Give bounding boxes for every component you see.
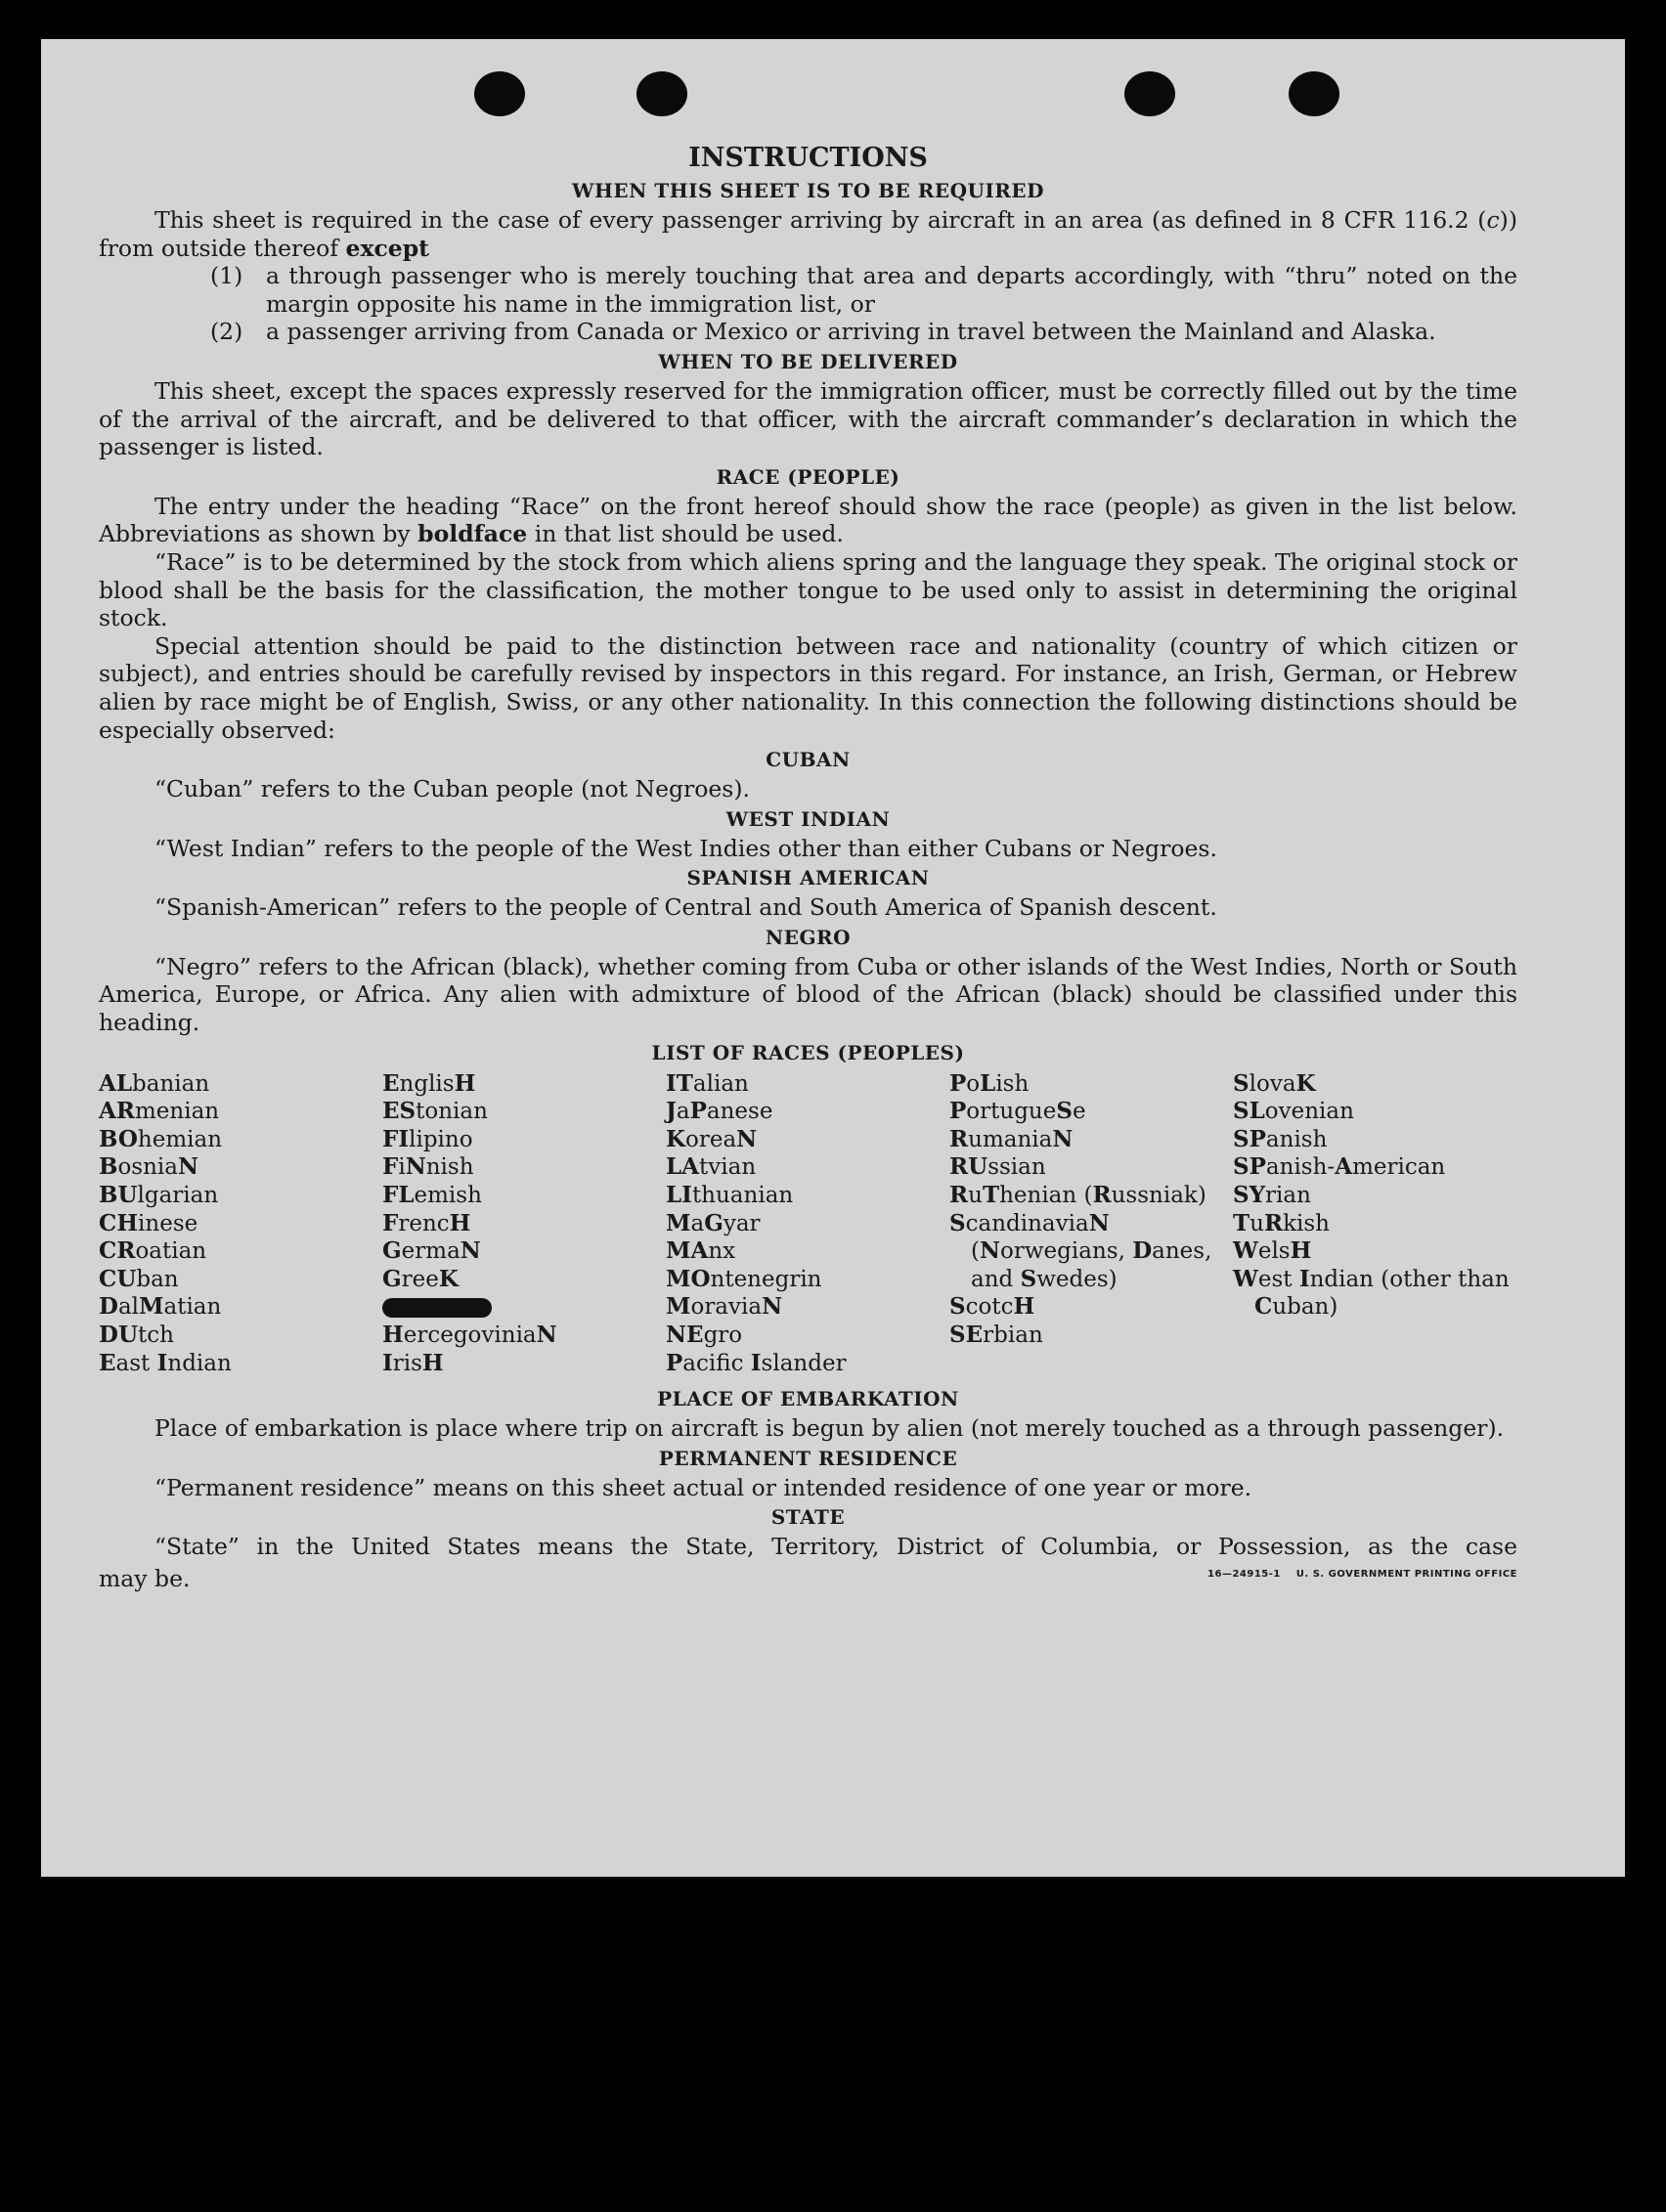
section-heading-west-indian: WEST INDIAN	[725, 806, 891, 831]
race-entry: KoreaN	[666, 1125, 758, 1152]
required-intro	[99, 206, 1517, 262]
race-column	[99, 1070, 382, 1378]
race-entry: West Indian (other than Cuban)	[1233, 1265, 1510, 1321]
list-number: (2)	[210, 318, 243, 346]
race-entry: EStonian	[382, 1098, 488, 1125]
list-item	[210, 262, 1517, 318]
intro-text: )) from outside thereof	[99, 206, 1517, 262]
section-heading-race: RACE (PEOPLE)	[716, 464, 900, 489]
race-entry: WelsH	[1233, 1237, 1312, 1265]
list-text: a passenger arriving from Canada or Mexico or arriving in travel between the Mainland and Alaska.	[266, 318, 1436, 346]
race-entry: MaGyar	[666, 1209, 761, 1236]
spanish-american-text: “Spanish-American” refers to the people of Central and South America of Spanish descent.	[154, 893, 1217, 922]
race-entry: Pacific Islander	[666, 1349, 847, 1376]
delivered-text: This sheet, except the spaces expressly reserved for the immigration officer, must be correctly filled out by the time of the arrival of the aircraft, and be delivered to that officer, with the aircraft commander’s declaration in which the passenger is listed.	[99, 376, 1517, 461]
race-entry: NEgro	[666, 1322, 743, 1348]
race-entry: ALbanian	[99, 1069, 210, 1097]
race-entry: HercegoviniaN	[382, 1322, 557, 1348]
section-heading-embarkation: PLACE OF EMBARKATION	[657, 1387, 959, 1411]
section-heading-residence: PERMANENT RESIDENCE	[658, 1446, 958, 1470]
race-entry: FIlipino	[382, 1125, 473, 1152]
race-entry: BOhemian	[99, 1125, 223, 1152]
race-entry: PortugueSe	[949, 1098, 1086, 1125]
cuban-text: “Cuban” refers to the Cuban people (not Negroes).	[154, 775, 751, 803]
race-column	[949, 1070, 1233, 1378]
print-office-imprint	[1207, 1561, 1517, 1589]
west-indian-text: “West Indian” refers to the people of the West Indies other than either Cubans or Negroes.	[154, 834, 1217, 862]
state-text-line	[99, 1533, 1517, 1561]
race-paragraph-1	[99, 493, 1517, 548]
race-entry: LAtvian	[666, 1153, 757, 1181]
race-entry: CUban	[99, 1265, 179, 1292]
race-text: in that list should be used.	[527, 520, 844, 548]
race-entry: ARmenian	[99, 1098, 220, 1125]
race-entry: FrencH	[382, 1209, 471, 1236]
printer-name: U. S. GOVERNMENT PRINTING OFFICE	[1295, 1568, 1517, 1580]
race-entry: CHinese	[99, 1209, 198, 1236]
race-entry: LIthuanian	[666, 1182, 794, 1209]
race-entry: EnglisH	[382, 1069, 476, 1097]
section-heading-delivered: WHEN TO BE DELIVERED	[658, 349, 958, 373]
race-entry: SPanish-American	[1233, 1153, 1446, 1181]
list-text: a through passenger who is merely touching that area and departs accordingly, with “thru” noted on the margin opposite his name in the immigration list, or	[266, 262, 1517, 318]
page-title: INSTRUCTIONS	[688, 143, 928, 173]
list-item	[210, 318, 1517, 346]
document-content	[99, 142, 1517, 1593]
section-heading-cuban: CUBAN	[766, 748, 851, 772]
race-text: The entry under the heading “Race” on the front hereof should show the race (people) as given in the list below. Abbreviations as shown by	[99, 492, 1517, 548]
race-entry: ScotcH	[949, 1293, 1035, 1321]
race-entry: SLovenian	[1233, 1098, 1354, 1125]
state-text: “State” in the United States means the State, Territory, District of Columbia, or Possession, as the case	[154, 1533, 1517, 1561]
race-entry: MAnx	[666, 1237, 736, 1265]
race-entry: SErbian	[949, 1322, 1043, 1348]
punch-hole	[474, 71, 525, 116]
race-entry: FLemish	[382, 1182, 482, 1209]
race-entry: RumaniaN	[949, 1125, 1074, 1152]
race-entry: SPanish	[1233, 1125, 1328, 1152]
race-entry: PoLish	[949, 1069, 1030, 1097]
race-boldface: boldface	[417, 520, 528, 548]
race-entry: DUtch	[99, 1322, 174, 1348]
section-heading-spanish-american: SPANISH AMERICAN	[686, 866, 930, 890]
race-paragraph-2: “Race” is to be determined by the stock from which aliens spring and the language they speak. The original stock or blood shall be the basis for the classification, the mother tongue to be used only to assist in determining the original stock.	[99, 547, 1517, 632]
race-entry: East Indian	[99, 1349, 232, 1376]
intro-text: This sheet is required in the case of every passenger arriving by aircraft in an area (as defined in 8 CFR 116.2 (	[154, 206, 1487, 234]
race-column	[382, 1070, 666, 1378]
race-entry: SlovaK	[1233, 1069, 1316, 1097]
embarkation-text: Place of embarkation is place where trip on aircraft is begun by alien (not merely touched as a through passenger).	[154, 1414, 1505, 1443]
punch-hole	[1124, 71, 1175, 116]
race-entry	[382, 1293, 666, 1322]
residence-text: “Permanent residence” means on this sheet actual or intended residence of one year or more.	[154, 1473, 1252, 1501]
punch-hole	[1289, 71, 1339, 116]
race-entry: TuRkish	[1233, 1209, 1330, 1236]
race-entry: FiNnish	[382, 1153, 474, 1181]
race-entry: BUlgarian	[99, 1182, 219, 1209]
race-entry: GreeK	[382, 1265, 459, 1292]
intro-except: except	[345, 234, 430, 262]
race-entry: DalMatian	[99, 1293, 222, 1321]
document-sheet	[41, 39, 1625, 1877]
race-paragraph-3: Special attention should be paid to the distinction between race and nationality (country of which citizen or subject), and entries should be carefully revised by inspectors in this regard. For instance, an Irish, German, or Hebrew alien by race might be of English, Swiss, or any other nationality. In this connection the following distinctions should be especially observed:	[99, 631, 1517, 744]
race-entry: MoraviaN	[666, 1293, 783, 1321]
section-heading-required: WHEN THIS SHEET IS TO BE REQUIRED	[572, 179, 1044, 202]
form-number: 16—24915-1	[1207, 1568, 1281, 1580]
redaction-mark	[382, 1298, 492, 1318]
race-entry: ITalian	[666, 1069, 749, 1097]
race-entry: IrisH	[382, 1349, 444, 1376]
race-entry: SYrian	[1233, 1182, 1311, 1209]
race-entry: BosniaN	[99, 1153, 199, 1181]
race-entry: CRoatian	[99, 1237, 207, 1265]
section-heading-negro: NEGRO	[765, 925, 852, 949]
race-entry: MOntenegrin	[666, 1265, 822, 1292]
state-text-end: may be.	[99, 1564, 191, 1592]
list-number: (1)	[210, 262, 243, 290]
race-entry: RUssian	[949, 1153, 1046, 1181]
race-entry: RuThenian (Russniak)	[949, 1182, 1206, 1209]
race-column	[1233, 1070, 1516, 1378]
race-column	[666, 1070, 949, 1378]
section-heading-state: STATE	[770, 1505, 846, 1530]
race-list	[99, 1070, 1517, 1378]
footer-row	[99, 1561, 1517, 1593]
race-entry: GermaN	[382, 1237, 481, 1265]
punch-hole	[636, 71, 687, 116]
negro-text: “Negro” refers to the African (black), whether coming from Cuba or other islands of the West Indies, North or South America, Europe, or Africa. Any alien with admixture of blood of the African (black) should be classified under this heading.	[99, 952, 1517, 1037]
race-entry: ScandinaviaN (Norwegians, Danes, and Swedes)	[949, 1209, 1212, 1292]
race-entry: JaPanese	[666, 1098, 773, 1125]
section-heading-races: LIST OF RACES (PEOPLES)	[651, 1040, 965, 1064]
intro-subsection: c	[1486, 206, 1500, 234]
